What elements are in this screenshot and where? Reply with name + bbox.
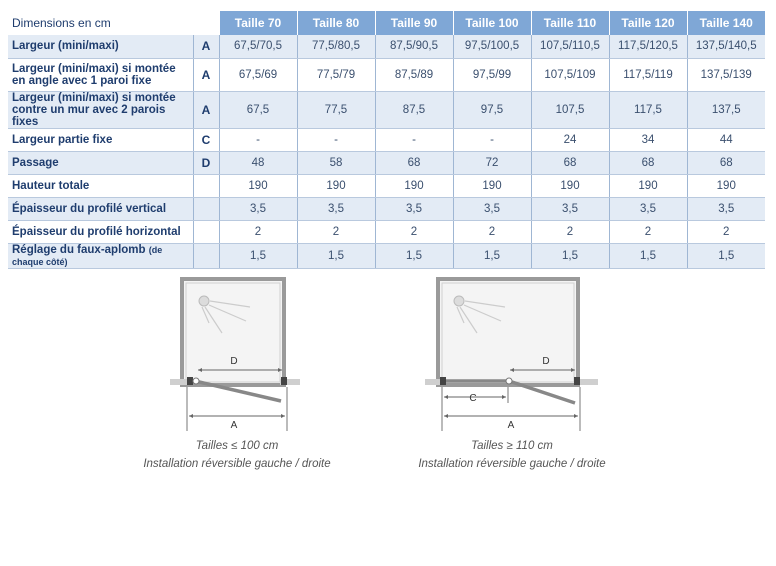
table-cell: 107,5 — [531, 91, 609, 128]
diagram-large-sizes — [425, 275, 605, 440]
table-cell: 3,5 — [687, 197, 765, 220]
table-cell: 190 — [375, 174, 453, 197]
row-label-note: (de chaque côté) — [12, 244, 163, 267]
table-row — [8, 128, 765, 151]
dimension-letter — [193, 197, 219, 220]
table-cell: 1,5 — [219, 243, 297, 268]
dimension-letter: D — [193, 151, 219, 174]
table-row — [8, 58, 765, 91]
table-row — [8, 220, 765, 243]
table-cell: 1,5 — [609, 243, 687, 268]
row-label-line1: Hauteur totale — [12, 179, 90, 192]
table-cell: 58 — [297, 151, 375, 174]
table-cell: 2 — [375, 220, 453, 243]
table-cell: - — [453, 128, 531, 151]
table-cell: 68 — [609, 151, 687, 174]
table-cell: 3,5 — [219, 197, 297, 220]
size-header-70: Taille 70 — [219, 11, 297, 35]
table-cell: 48 — [219, 151, 297, 174]
table-cell: 97,5/100,5 — [453, 35, 531, 58]
table-cell: 68 — [375, 151, 453, 174]
table-cell: 77,5/79 — [297, 58, 375, 91]
shower-head-icon — [199, 296, 209, 306]
row-label — [8, 128, 193, 151]
row-label-line2: contre un mur avec 2 parois fixes — [12, 103, 166, 128]
table-cell: 1,5 — [453, 243, 531, 268]
table-cell: 67,5/70,5 — [219, 35, 297, 58]
table-cell: 117,5/119 — [609, 58, 687, 91]
row-label-line1: Épaisseur du profilé vertical — [12, 202, 167, 215]
table-row — [8, 243, 765, 268]
table-row — [8, 91, 765, 128]
table-cell: 117,5/120,5 — [609, 35, 687, 58]
row-label — [8, 243, 193, 268]
dimension-letter: A — [193, 58, 219, 91]
table-row — [8, 174, 765, 197]
table-cell: 67,5/69 — [219, 58, 297, 91]
table-cell: 1,5 — [297, 243, 375, 268]
size-header-120: Taille 120 — [609, 11, 687, 35]
table-cell: 3,5 — [375, 197, 453, 220]
table-cell: 2 — [297, 220, 375, 243]
row-label — [8, 151, 193, 174]
size-header-100: Taille 100 — [453, 11, 531, 35]
table-cell: - — [297, 128, 375, 151]
table-cell: 190 — [687, 174, 765, 197]
table-cell: 24 — [531, 128, 609, 151]
table-cell: 1,5 — [375, 243, 453, 268]
table-cell: 190 — [219, 174, 297, 197]
dimension-letter-d: D — [542, 356, 550, 367]
table-cell: 2 — [609, 220, 687, 243]
table-cell: 87,5/89 — [375, 58, 453, 91]
row-label — [8, 220, 193, 243]
row-label — [8, 35, 193, 58]
table-cell: 2 — [219, 220, 297, 243]
table-cell: 1,5 — [687, 243, 765, 268]
table-cell: 3,5 — [609, 197, 687, 220]
row-label-line1: Réglage du faux-aplomb — [12, 243, 146, 256]
dimension-letter-a: A — [230, 420, 238, 431]
dimensions-table — [8, 11, 765, 269]
table-cell: 34 — [609, 128, 687, 151]
row-label-line1: Épaisseur du profilé horizontal — [12, 225, 181, 238]
row-label-line1: Largeur partie fixe — [12, 133, 113, 146]
table-cell: 68 — [687, 151, 765, 174]
row-label-line1: Passage — [12, 156, 59, 169]
table-cell: 190 — [297, 174, 375, 197]
row-label — [8, 58, 193, 91]
row-label — [8, 174, 193, 197]
table-cell: 190 — [609, 174, 687, 197]
table-cell: 190 — [531, 174, 609, 197]
table-cell: 68 — [531, 151, 609, 174]
table-cell: 3,5 — [297, 197, 375, 220]
table-cell: - — [219, 128, 297, 151]
dimension-letter — [193, 174, 219, 197]
table-cell: 1,5 — [531, 243, 609, 268]
shower-head-icon — [454, 296, 464, 306]
caption-installation: Installation réversible gauche / droite — [418, 458, 606, 470]
size-header-110: Taille 110 — [531, 11, 609, 35]
dimension-letter-d: D — [230, 356, 238, 367]
caption-size-range: Tailles ≤ 100 cm — [195, 440, 279, 452]
table-cell: 137,5/139 — [687, 58, 765, 91]
dimension-letter-c: C — [469, 393, 477, 404]
dimension-letter: A — [193, 35, 219, 58]
table-cell: 87,5/90,5 — [375, 35, 453, 58]
table-cell: 67,5 — [219, 91, 297, 128]
dimension-letter — [193, 220, 219, 243]
table-cell: 137,5/140,5 — [687, 35, 765, 58]
table-cell: 117,5 — [609, 91, 687, 128]
table-cell: - — [375, 128, 453, 151]
table-cell: 2 — [687, 220, 765, 243]
table-cell: 107,5/110,5 — [531, 35, 609, 58]
table-cell: 44 — [687, 128, 765, 151]
table-cell: 97,5/99 — [453, 58, 531, 91]
table-cell: 97,5 — [453, 91, 531, 128]
size-header-90: Taille 90 — [375, 11, 453, 35]
table-cell: 87,5 — [375, 91, 453, 128]
caption-size-range: Tailles ≥ 110 cm — [471, 440, 553, 452]
diagram-caption-small — [137, 437, 337, 473]
table-cell: 2 — [453, 220, 531, 243]
table-cell: 3,5 — [531, 197, 609, 220]
table-row — [8, 197, 765, 220]
row-label — [8, 91, 193, 128]
row-label-line2: en angle avec 1 paroi fixe — [12, 74, 152, 87]
diagram-small-sizes — [170, 275, 305, 440]
table-cell: 137,5 — [687, 91, 765, 128]
dimension-letter: A — [193, 91, 219, 128]
table-cell: 3,5 — [453, 197, 531, 220]
dimension-letter: C — [193, 128, 219, 151]
table-cell: 107,5/109 — [531, 58, 609, 91]
diagram-caption-large — [412, 437, 612, 473]
size-header-140: Taille 140 — [687, 11, 765, 35]
row-label — [8, 197, 193, 220]
row-label-line1: Largeur (mini/maxi) si montée — [12, 91, 176, 104]
table-cell: 2 — [531, 220, 609, 243]
row-label-line1: Largeur (mini/maxi) si montée — [12, 62, 176, 75]
table-title: Dimensions en cm — [12, 16, 111, 30]
dimension-letter-a: A — [507, 420, 515, 431]
row-label-line1: Largeur (mini/maxi) — [12, 40, 119, 53]
table-cell: 72 — [453, 151, 531, 174]
table-cell: 190 — [453, 174, 531, 197]
table-cell: 77,5/80,5 — [297, 35, 375, 58]
dimension-letter — [193, 243, 219, 268]
table-cell: 77,5 — [297, 91, 375, 128]
table-row — [8, 151, 765, 174]
caption-installation: Installation réversible gauche / droite — [143, 458, 331, 470]
size-header-80: Taille 80 — [297, 11, 375, 35]
table-row — [8, 35, 765, 58]
